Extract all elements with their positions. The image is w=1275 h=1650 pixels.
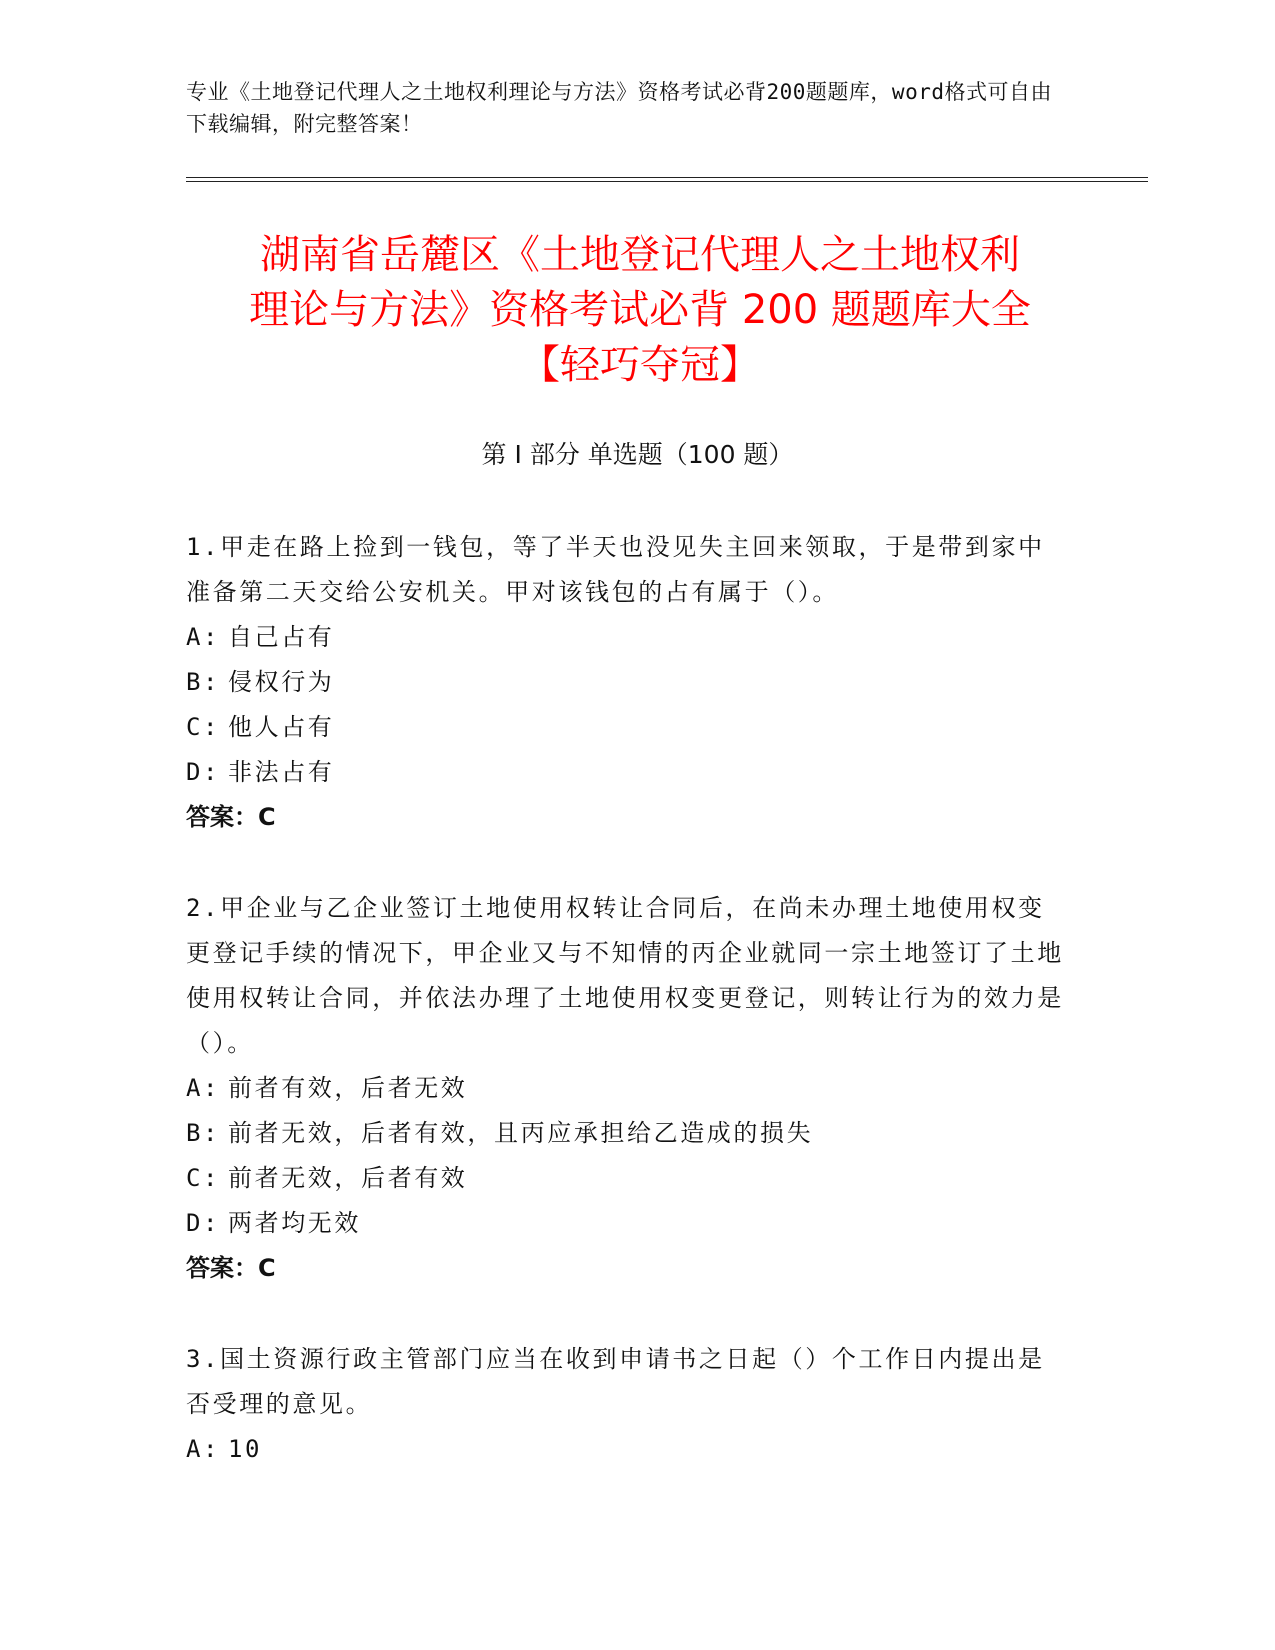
option-d [186,750,1066,795]
option-a [186,1427,1066,1472]
option-text: 前者有效，后者无效 [228,1074,468,1102]
header-note: 专业《土地登记代理人之土地权利理论与方法》资格考试必背200题题库，word格式可自由下载编辑，附完整答案！ [186,80,1052,136]
main-title-line-1: 湖南省岳麓区《土地登记代理人之土地权利 [260,232,1020,278]
section-title: 第 I 部分 单选题（100 题） [481,440,794,469]
option-text: 前者无效，后者有效 [228,1164,468,1192]
answer: 答案：C [186,1254,276,1282]
question-stem: 1.甲走在路上捡到一钱包，等了半天也没见失主回来领取，于是带到家中准备第二天交给公安机关。甲对该钱包的占有属于（）。 [186,533,1045,606]
question-stem: 2.甲企业与乙企业签订土地使用权转让合同后，在尚未办理土地使用权变更登记手续的情况下，甲企业又与不知情的丙企业就同一宗土地签订了土地使用权转让合同，并依法办理了土地使用权变更登记，则转让行为的效力是（）。 [186,894,1064,1057]
option-text: 10 [228,1435,263,1463]
option-a [186,1066,1066,1111]
question-2 [186,886,1066,1291]
main-title-line-2: 理论与方法》资格考试必背 200 题题库大全 [249,287,1031,333]
option-key: D: [186,758,221,786]
option-text: 非法占有 [228,758,335,786]
option-c [186,705,1066,750]
option-key: A: [186,1435,221,1463]
option-key: C: [186,1164,221,1192]
option-key: A: [186,623,221,651]
question-3 [186,1337,1066,1472]
question-1 [186,525,1066,840]
option-key: A: [186,1074,221,1102]
header-divider [186,177,1148,182]
option-key: D: [186,1209,221,1237]
main-title [190,228,1090,393]
question-list [186,525,1066,1518]
option-key: B: [186,1119,221,1147]
option-text: 他人占有 [228,713,335,741]
option-c [186,1156,1066,1201]
option-key: C: [186,713,221,741]
question-stem: 3.国土资源行政主管部门应当在收到申请书之日起（）个工作日内提出是否受理的意见。 [186,1345,1045,1418]
option-text: 前者无效，后者有效，且丙应承担给乙造成的损失 [228,1119,814,1147]
option-text: 自己占有 [228,623,335,651]
option-text: 两者均无效 [228,1209,361,1237]
option-b [186,1111,1066,1156]
answer: 答案：C [186,803,276,831]
option-b [186,660,1066,705]
option-text: 侵权行为 [228,668,335,696]
option-key: B: [186,668,221,696]
option-d [186,1201,1066,1246]
option-a [186,615,1066,660]
main-title-line-3: 【轻巧夺冠】 [520,342,760,388]
